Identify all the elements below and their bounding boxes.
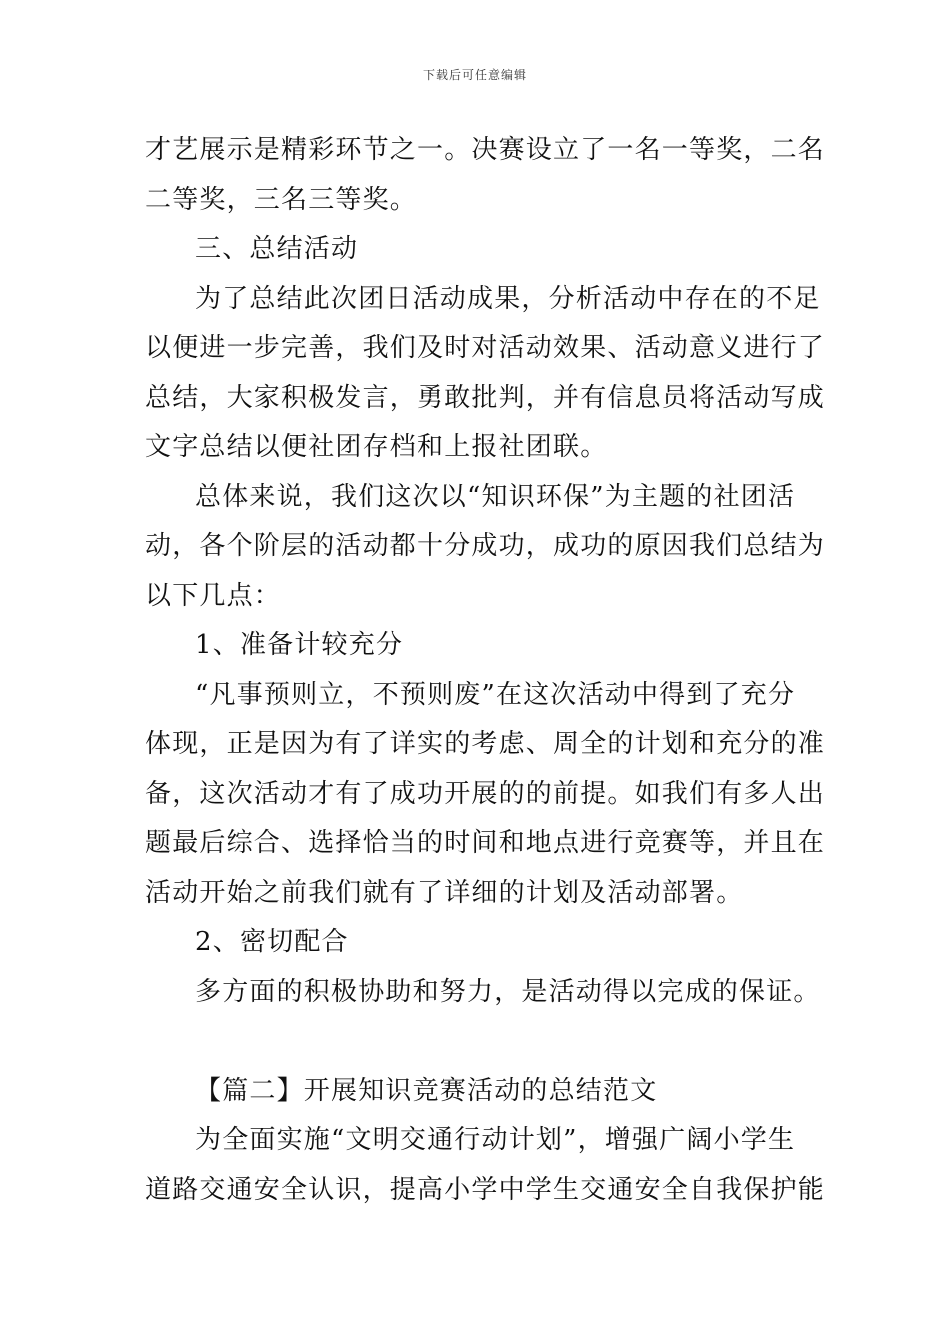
blank-line — [145, 1017, 810, 1067]
paragraph-line: 才艺展示是精彩环节之一。决赛设立了一名一等奖，二名 — [145, 135, 826, 165]
paragraph-line: “凡事预则立，不预则废”在这次活动中得到了充分 — [195, 679, 796, 710]
paragraph-line: 多方面的积极协助和努力，是活动得以完成的保证。 — [195, 976, 821, 1007]
paragraph-line: 以下几点： — [145, 580, 282, 611]
paragraph-line: 总结，大家积极发言，勇敢批判，并有信息员将活动写成 — [145, 382, 826, 413]
paragraph-line: 题最后综合、选择恰当的时间和地点进行竞赛等，并且在 — [145, 828, 826, 858]
subsection-heading: 1、准备计较充分 — [195, 630, 404, 660]
paragraph-line: 体现，正是因为有了详实的考虑、周全的计划和充分的准 — [145, 729, 826, 759]
paragraph-line: 动，各个阶层的活动都十分成功，成功的原因我们总结为 — [145, 531, 826, 561]
paragraph-line: 以便进一步完善，我们及时对活动效果、活动意义进行了 — [145, 333, 826, 363]
paragraph-line: 二等奖，三名三等奖。 — [145, 184, 418, 215]
article-title: 【篇二】开展知识竞赛活动的总结范文 — [195, 1075, 658, 1106]
paragraph-line: 文字总结以便社团存档和上报社团联。 — [145, 432, 608, 462]
paragraph-line: 备，这次活动才有了成功开展的的前提。如我们有多人出 — [145, 778, 826, 809]
subsection-heading: 2、密切配合 — [195, 927, 349, 957]
page-header: 下载后可任意编辑 — [422, 68, 527, 82]
document-body — [145, 126, 826, 1215]
paragraph-line: 道路交通安全认识，提高小学中学生交通安全自我保护能 — [145, 1174, 826, 1205]
paragraph-line: 活动开始之前我们就有了详细的计划及活动部署。 — [145, 877, 744, 908]
paragraph-line: 为全面实施“文明交通行动计划”，增强广阔小学生 — [195, 1125, 796, 1155]
section-heading: 三、总结活动 — [195, 234, 359, 264]
paragraph-line: 总体来说，我们这次以“知识环保”为主题的社团活 — [195, 481, 796, 512]
paragraph-line: 为了总结此次团日活动成果，分析活动中存在的不足 — [195, 283, 821, 314]
